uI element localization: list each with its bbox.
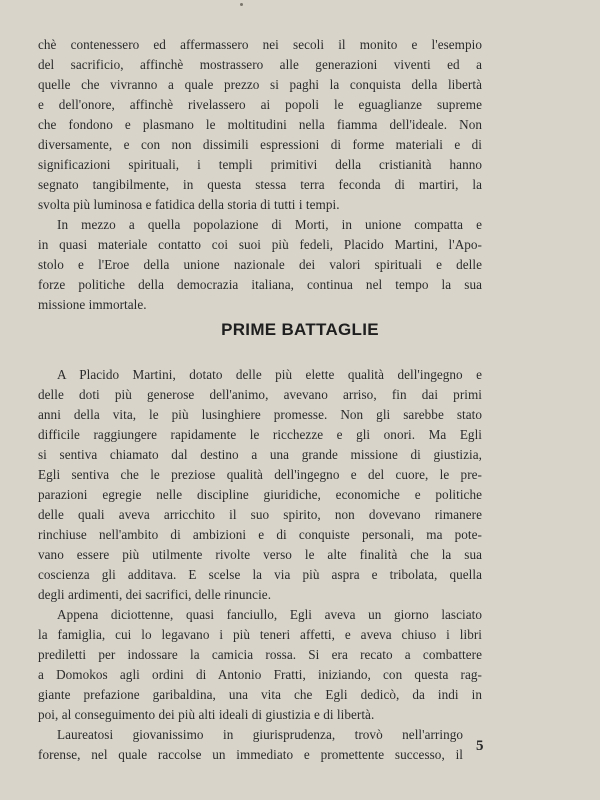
text-line: Appena diciottenne, quasi fanciullo, Egli aveva un giorno lasciato	[57, 607, 482, 622]
text-line: missione immortale.	[38, 297, 147, 312]
text-line: vano essere più utilmente rivolte verso le alte finalità che la sua	[38, 547, 482, 562]
text-line: parazioni egregie nelle discipline giuridiche, economiche e politiche	[38, 487, 482, 502]
text-line: delle quali aveva arricchito il suo spirito, non dovevano rimanere	[38, 507, 482, 522]
text-line: forense, nel quale raccolse un immediato e promettente successo, il	[38, 747, 463, 762]
text-line: stolo e l'Eroe della unione nazionale dei valori spirituali e delle	[38, 257, 482, 272]
text-line: rinchiuse nell'ambito di ambizioni e di conquiste personali, ma pote-	[38, 527, 482, 542]
page-mark	[240, 3, 243, 6]
section-heading: PRIME BATTAGLIE	[221, 320, 379, 339]
text-line: in quasi materiale contatto coi suoi più fedeli, Placido Martini, l'Apo-	[38, 237, 482, 252]
text-line: coscienza gli additava. E scelse la via più aspra e tribolata, quella	[38, 567, 482, 582]
text-line: anni della vita, le più lusinghiere promesse. Non gli sarebbe stato	[38, 407, 482, 422]
text-line: chè contenessero ed affermassero nei secoli il monito e l'esempio	[38, 37, 482, 52]
text-line: si sentiva chiamato dal destino a una grande missione di giustizia,	[38, 447, 482, 462]
text-line: degli ardimenti, dei sacrifici, delle rinuncie.	[38, 587, 272, 602]
text-line: A Placido Martini, dotato delle più elette qualità dell'ingegno e	[57, 367, 482, 382]
text-line: svolta più luminosa e fatidica della storia di tutti i tempi.	[38, 197, 340, 212]
text-line: giante prefazione garibaldina, una vita che Egli dedicò, da indi in	[38, 687, 482, 702]
text-line: diversamente, e con non dissimili espressioni di forme materiali e di	[38, 137, 482, 152]
page-number: 5	[476, 738, 484, 754]
text-line: In mezzo a quella popolazione di Morti, in unione compatta e	[57, 217, 482, 232]
text-line: del sacrificio, affinchè mostrassero alle generazioni viventi ed a	[38, 57, 482, 72]
text-line: delle doti più generose dell'animo, avevano arriso, fin dai primi	[38, 387, 482, 402]
text-line: a Domokos agli ordini di Antonio Fratti, iniziando, con questa rag-	[38, 667, 482, 682]
text-line: Egli sentiva che le preziose qualità dell'ingegno e del cuore, le pre-	[38, 467, 482, 482]
text-line: prediletti per indossare la camicia rossa. Si era recato a combattere	[38, 647, 482, 662]
text-line: difficile raggiungere rapidamente le ricchezze e gli onori. Ma Egli	[38, 427, 482, 442]
text-line: significazioni spirituali, i templi primitivi della cristianità hanno	[38, 157, 482, 172]
text-line: che fondono e plasmano le moltitudini nella fiamma dell'ideale. Non	[38, 117, 482, 132]
text-line: segnato tangibilmente, in questa stessa terra feconda di martiri, la	[38, 177, 482, 192]
text-line: forze politiche della democrazia italiana, continua nel tempo la sua	[38, 277, 482, 292]
text-line: poi, al conseguimento dei più alti ideali di giustizia e di libertà.	[38, 707, 375, 722]
text-line: la famiglia, cui lo legavano i più teneri affetti, e aveva chiuso i libri	[38, 627, 482, 642]
text-line: Laureatosi giovanissimo in giurisprudenza, trovò nell'arringo	[57, 727, 463, 742]
text-line: e dell'onore, affinchè rivelassero ai popoli le eguaglianze supreme	[38, 97, 482, 112]
text-line: quelle che vivranno a quale prezzo si paghi la conquista della libertà	[38, 77, 482, 92]
